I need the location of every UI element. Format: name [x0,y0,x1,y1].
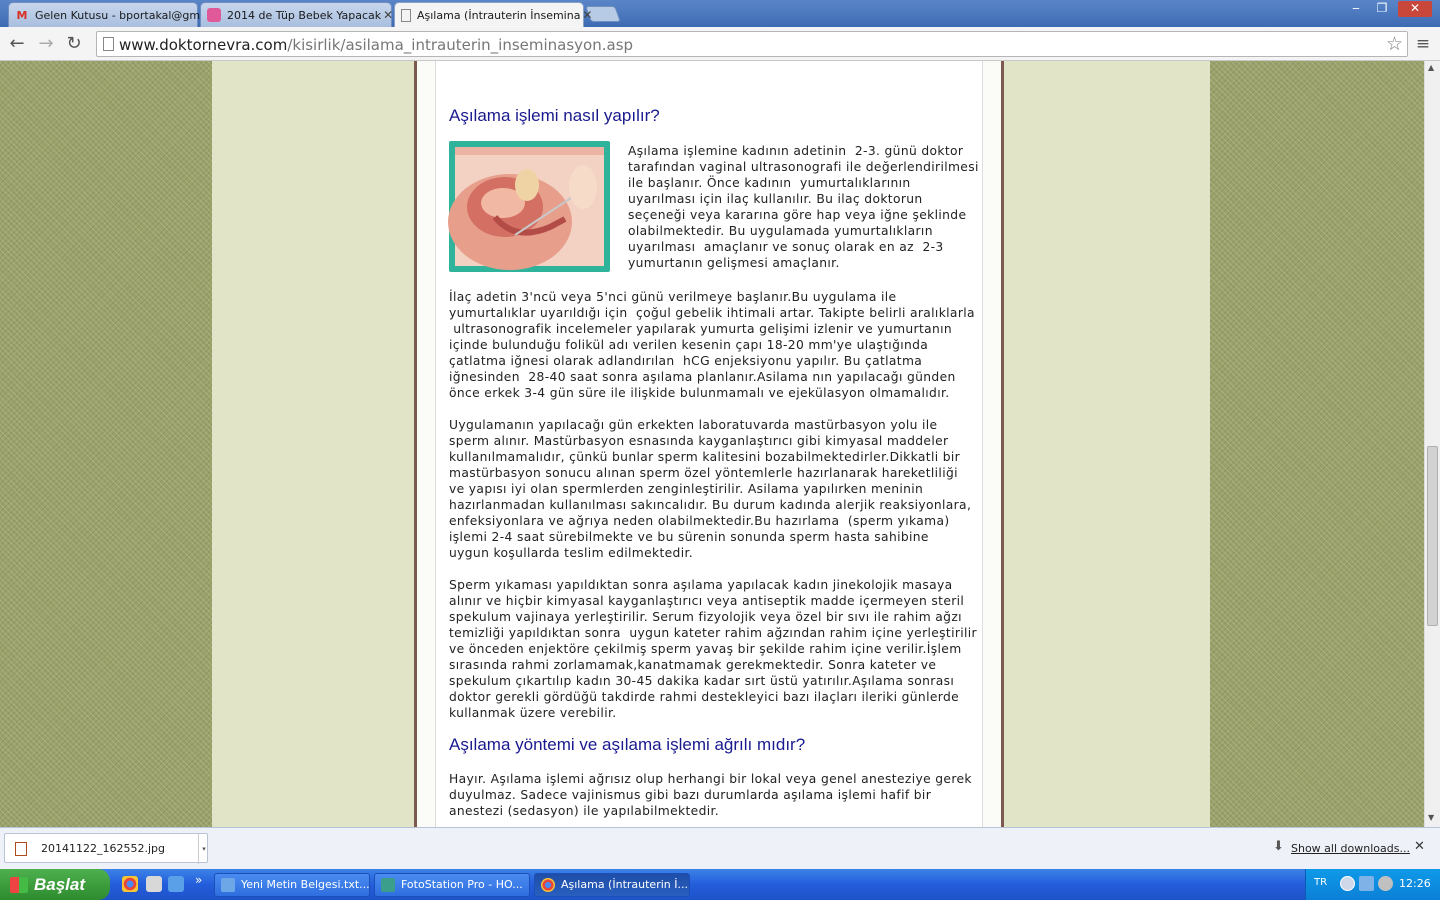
text-line: Uygulamanın yapılacağı gün erkekten laboratuvarda mastürbasyon yolu ile [449,418,938,432]
back-button[interactable]: ← [9,33,25,54]
download-item[interactable] [4,833,208,863]
text-line: ve önceden enjektöre çekilmiş sperm yavaş bir şekilde rahim içine verilir.İşlem [449,642,962,656]
text-line: mastürbasyon sonucu alınan sperm özel yöntemlerle hazırlanarak hareketliliği [449,466,958,480]
taskbar-item-chrome[interactable] [534,873,690,897]
text-line: enfeksiyonlara ve ağrıya neden olabilmektedir.Bu hazırlama (sperm yıkama) [449,514,950,528]
media-quicklaunch-icon[interactable] [146,876,162,892]
scroll-thumb[interactable] [1427,446,1438,626]
paragraph-medication [449,289,979,401]
language-indicator[interactable]: TR [1314,877,1328,888]
right-wallpaper [1210,61,1424,827]
close-icon[interactable]: ✕ [1414,839,1425,854]
text-line: iğnesinden 28-40 saat sonra aşılama planlanır.Asilama nın yapılacağı günden [449,370,956,384]
text-line: Sperm yıkaması yapıldıktan sonra aşılama yapılacak kadın jinekolojik masaya [449,578,953,592]
left-margin [212,61,414,827]
left-wallpaper [0,61,212,827]
ie-quicklaunch-icon[interactable] [168,876,184,892]
text-line: spekulum çıkartılıp kadın 30-45 dakika kadar sırt üstü yatırılır.Aşılama sonrası [449,674,955,688]
text-line: seçeneği veya kararına göre hap veya iğne şeklinde [628,208,967,222]
close-icon[interactable]: ✕ [383,8,394,22]
illustration-image [449,141,610,272]
tab-asilama[interactable] [394,2,593,27]
tab-title: Aşılama (İntrauterin İnsemina [417,8,581,22]
text-line: kullanılmamalıdır, çünkü bunlar sperm kalitesini bozabilmektedirler.Dikkatli bir [449,450,961,464]
intro-paragraph [628,143,988,271]
taskbar-item-fotostation[interactable] [374,873,530,897]
scroll-up-icon[interactable]: ▲ [1428,63,1435,72]
text-line: uyarılması için ilaç kullanılır. Bu ilaç doktorun [628,192,923,206]
text-line: yumurtanın gelişmesi amaçlanır. [628,256,840,270]
text-line: çatlatma iğnesi olarak adlandırılan hCG enjeksiyonu yapılır. Bu çatlatma [449,354,923,368]
volume-icon[interactable] [1378,876,1393,891]
chrome-menu-icon[interactable]: ≡ [1415,34,1431,54]
text-line: duyulmaz. Sadece vajinismus gibi bazı durumlarda aşılama işlemi hafif bir [449,788,932,802]
content-frame-right [1001,61,1004,827]
text-line: uygun koşullarda teslim edilmektedir. [449,546,694,560]
network-icon[interactable] [1359,876,1374,891]
address-bar[interactable] [96,31,1408,57]
page-viewport [0,61,1424,827]
paragraph-procedure [449,577,979,721]
close-window-button[interactable]: ✕ [1398,1,1432,17]
text-line: sperm alınır. Mastürbasyon esnasında kayganlaştırıcı gibi kimyasal maddeler [449,434,949,448]
right-margin [1004,61,1210,827]
text-line: ile başlanır. Önce kadının yumurtalıklarının [628,176,911,190]
notepad-icon [221,878,235,892]
chrome-icon [541,878,555,892]
text-line: kullanmak üzere verebilir. [449,706,617,720]
taskbar-item-label: Aşılama (İntrauterin İ... [561,878,688,891]
tab-title: 2014 de Tüp Bebek Yapacak [227,8,382,22]
text-line: işlemi 2-4 saat sürebilmekte ve bu sürenin sonunda sperm hasta sahibine [449,530,929,544]
download-arrow-icon: ⬇ [1273,839,1284,854]
text-line: alınır ve hiçbir kimyasal kayganlaştırıcı veya antiseptik madde içermeyen steril [449,594,965,608]
url-path: /kisirlik/asilama_intrauterin_inseminasyon.asp [287,36,634,54]
text-line: doktor gerekli gördüğü takdirde rahmi destekleyici bazı ilaçları ileriki günlerde [449,690,960,704]
vertical-scrollbar[interactable] [1424,61,1440,827]
tab-title: Gelen Kutusu - bportakal@gm [35,8,201,22]
title-bar [0,0,1440,27]
download-menu-arrow[interactable]: ▾ [198,834,209,864]
text-line: olabilmektedir. Bu uygulamada yumurtalıkların [628,224,933,238]
download-shelf [0,827,1440,869]
text-line: önce erkek 3-4 gün süre ile ilişkide bulunmamalı ve ejekülasyon olmamalıdır. [449,386,950,400]
uterus-illustration [455,147,604,266]
text-line: ultrasonografik incelemeler yapılarak yumurta gelişimi izlenir ve yumurtanın [449,322,953,336]
gmail-icon: M [16,8,28,22]
text-line: hazırlanmadan kullanılması sakıncalıdır. Bu durum kadında alerjik reaksiyonlara, [449,498,972,512]
download-filename: 20141122_162552.jpg [41,842,165,855]
clock: 12:26 [1399,877,1431,890]
taskbar-item-label: Yeni Metin Belgesi.txt... [241,878,370,891]
start-button[interactable] [0,869,110,900]
tab-tup-bebek[interactable] [200,2,392,27]
heading-how-done: Aşılama işlemi nasıl yapılır? [449,106,660,125]
text-line: Hayır. Aşılama işlemi ağrısız olup herhangi bir lokal veya genel anesteziye gerek [449,772,972,786]
text-line: uyarılması amaçlanır ve sonuç olarak en az 2-3 [628,240,944,254]
browser-toolbar [0,27,1440,61]
tray-back-icon[interactable] [1340,876,1355,891]
text-line: içinde bulunduğu folikül adı verilen kesenin çapı 18-20 mm'ye ulaştığında [449,338,929,352]
taskbar-item-label: FotoStation Pro - HO... [401,878,523,891]
show-all-downloads-link[interactable]: Show all downloads... [1291,842,1410,855]
taskbar-item-notepad[interactable] [214,873,370,897]
system-tray [1305,869,1440,900]
scroll-down-icon[interactable]: ▼ [1428,813,1435,822]
url-domain: www.doktornevra.com [119,36,288,54]
chrome-quicklaunch-icon[interactable] [122,876,138,892]
maximize-button[interactable]: ❐ [1376,1,1388,15]
close-icon[interactable]: ✕ [582,8,593,22]
quicklaunch-overflow-icon[interactable]: » [195,873,203,887]
fotostation-icon [381,878,395,892]
taskbar [0,869,1440,900]
text-line: İlaç adetin 3'ncü veya 5'nci günü verilmeye başlanır.Bu uygulama ile [449,290,897,304]
text-line: temizliği yapıldıktan sonra uygun kateter rahim ağzından rahim içine yerleştirilir [449,626,977,640]
forward-button[interactable]: → [38,33,54,54]
pink-site-icon [207,8,221,22]
text-line: Aşılama işlemine kadının adetinin 2-3. günü doktor [628,144,964,158]
text-line: yumurtalıklar uyarıldığı için çoğul gebelik ihtimali artar. Takipte belirli aralıklarla [449,306,975,320]
image-file-icon [15,842,27,856]
paragraph-sperm-collection [449,417,979,561]
tab-gmail[interactable] [8,2,201,27]
text-line: tarafından vaginal ultrasonografi ile değerlendirilmesi [628,160,979,174]
reload-button[interactable]: ↻ [66,33,82,54]
minimize-button[interactable]: ‒ [1352,1,1360,15]
text-line: ve yapısı iyi olan spermlerden zenginleştirilir. Asilama yapılırken meninin [449,482,924,496]
text-line: spekulum vajinaya yerleştirilir. Serum fizyolojik veya özel bir sıvı ile rahim ağzı [449,610,962,624]
bookmark-star-icon[interactable]: ☆ [1385,33,1403,55]
windows-flag-icon [10,877,28,893]
url-text [119,36,633,54]
page-icon [103,37,114,51]
heading-pain: Aşılama yöntemi ve aşılama işlemi ağrılı mıdır? [449,735,806,754]
paragraph-pain [449,771,979,819]
text-line: anestezi (sedasyon) ile yapılabilmektedir. [449,804,720,818]
text-line: sırasında rahmi zorlamamak,kanatmamak gerekmektedir. Sonra kateter ve [449,658,937,672]
start-label: Başlat [34,875,86,894]
page-icon [401,9,411,22]
